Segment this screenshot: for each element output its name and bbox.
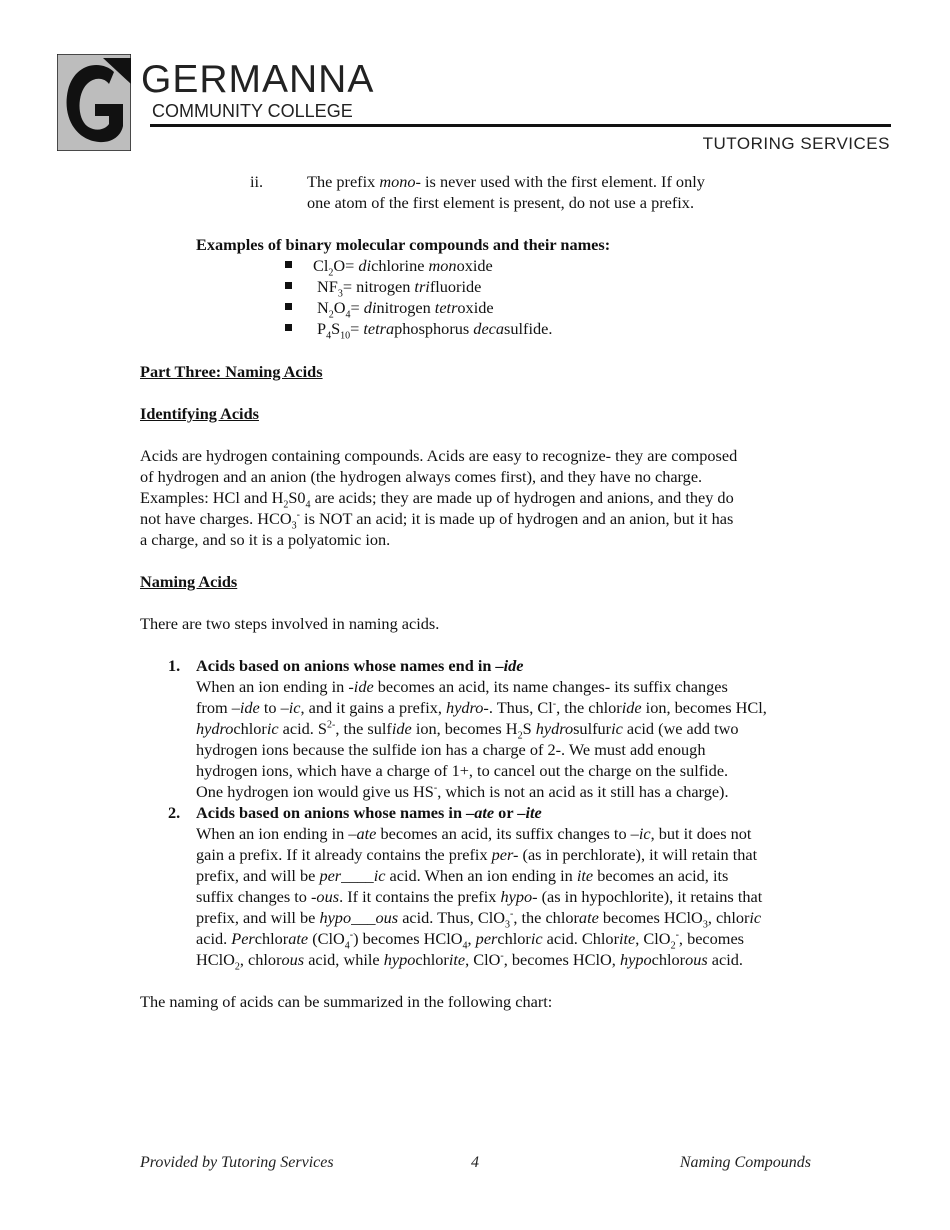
- college-subtitle: COMMUNITY COLLEGE: [152, 101, 353, 121]
- examples-heading: Examples of binary molecular compounds and their names:: [196, 235, 611, 254]
- example-item: $P_4S_{10}=$ tetraphosphorus decasulfide.: [317, 319, 553, 342]
- identifying-paragraph-line: Acids are hydrogen containing compounds. Acids are easy to recognize- they are composed: [140, 446, 738, 465]
- step2-line: suffix changes to -ous. If it contains the prefix hypo- (as in hypochlorite), it retains that: [196, 887, 763, 906]
- identifying-paragraph-line: not have charges. $HCO_3^-$ is NOT an acid; it is made up of hydrogen and an anion, but it has: [140, 509, 734, 532]
- example-item: $NF_3=$ nitrogen trifluoride: [317, 277, 482, 300]
- step1-line: hydrogen ions because the sulfide ion has a charge of 2-. We must add enough: [196, 740, 706, 759]
- department-title: TUTORING SERVICES: [702, 134, 890, 153]
- step1-line: from –ide to –ic, and it gains a prefix, hydro-. Thus, Cl-, the chloride ion, becomes HCl,: [196, 698, 767, 717]
- step1-line: hydrochloric acid. $S^{2-}$, the sulfide ion, becomes $H_2S$ hydrosulfuric acid (we add two: [196, 719, 739, 742]
- identifying-acids-heading: Identifying Acids: [140, 404, 259, 423]
- step2-title: Acids based on anions whose names in –ate or –ite: [196, 803, 542, 822]
- step1-title: Acids based on anions whose names end in –ide: [196, 656, 524, 675]
- rule-ii-line1: The prefix mono- is never used with the first element. If only: [307, 172, 705, 191]
- example-item: $Cl_2O=$ dichlorine monoxide: [313, 256, 493, 279]
- footer-left: Provided by Tutoring Services: [140, 1154, 334, 1171]
- step1-line: One hydrogen ion would give us HS-, which is not an acid as it still has a charge).: [196, 782, 729, 801]
- page-number: 4: [471, 1154, 479, 1171]
- rule-ii-line2: one atom of the first element is present, do not use a prefix.: [307, 193, 695, 212]
- summary-text: The naming of acids can be summarized in the following chart:: [140, 992, 553, 1011]
- step2-line: HClO$_2$, chlorous acid, while hypochlorite, ClO-, becomes HClO, hypochlorous acid.: [196, 950, 743, 973]
- naming-acids-heading: Naming Acids: [140, 572, 238, 591]
- bullet-icon: [285, 324, 292, 331]
- step1-line: hydrogen ions, which have a charge of 1+, to cancel out the charge on the sulfide.: [196, 761, 729, 780]
- step2-line: acid. Perchlorate (ClO$_4$-) becomes HClO$_4$, perchloric acid. Chlorite, ClO$_2$-, becomes: [196, 929, 745, 952]
- part-three-heading: Part Three: Naming Acids: [140, 362, 323, 381]
- identifying-paragraph-line: of hydrogen and an anion (the hydrogen always comes first), and they have no charge.: [140, 467, 703, 486]
- step2-line: prefix, and will be hypo___ous acid. Thus, ClO$_3$-, the chlorate becomes HClO$_3$, chloric: [196, 908, 762, 931]
- list-marker-ii: ii.: [250, 172, 264, 191]
- college-logo: [57, 54, 131, 151]
- identifying-paragraph-line: Examples: HCl and $H_2S0_4$ are acids; they are made up of hydrogen and anions, and they do: [140, 488, 734, 511]
- example-item: $N_2O_4=$ dinitrogen tetroxide: [317, 298, 494, 321]
- college-name: GERMANNA: [141, 58, 375, 101]
- footer-right: Naming Compounds: [679, 1154, 811, 1171]
- step2-line: gain a prefix. If it already contains the prefix per- (as in perchlorate), it will retain that: [196, 845, 758, 864]
- bullet-icon: [285, 282, 292, 289]
- step2-line: When an ion ending in –ate becomes an acid, its suffix changes to –ic, but it does not: [196, 824, 752, 843]
- step2-line: prefix, and will be per____ic acid. When an ion ending in ite becomes an acid, its: [196, 866, 729, 885]
- bullet-icon: [285, 261, 292, 268]
- identifying-paragraph-line: a charge, and so it is a polyatomic ion.: [140, 530, 391, 549]
- bullet-icon: [285, 303, 292, 310]
- step1-line: When an ion ending in -ide becomes an acid, its name changes- its suffix changes: [196, 677, 728, 696]
- header-rule: [150, 124, 891, 127]
- naming-intro: There are two steps involved in naming acids.: [140, 614, 440, 633]
- step-number: 2.: [168, 803, 181, 822]
- step-number: 1.: [168, 656, 181, 675]
